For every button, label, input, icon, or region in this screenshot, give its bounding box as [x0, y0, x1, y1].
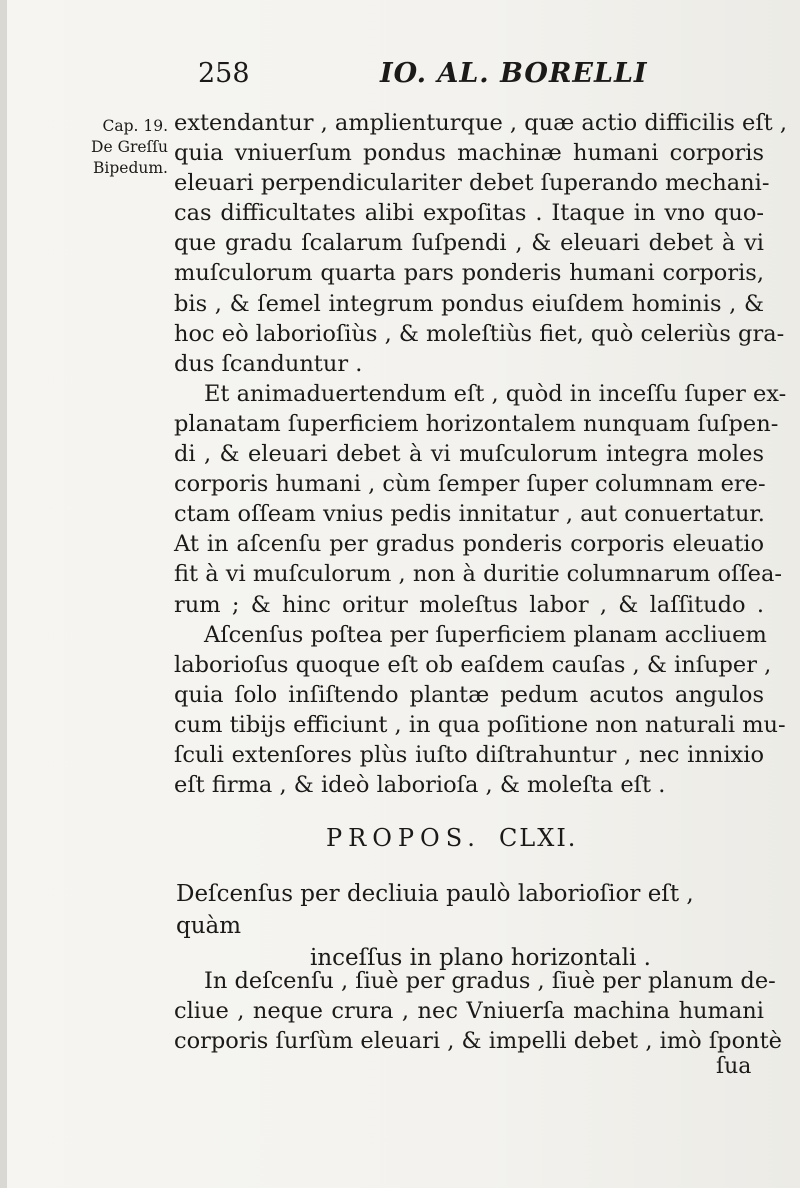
running-title: IO. AL. BORELLI [380, 58, 648, 89]
margin-note-line: De Greſſu [91, 138, 168, 156]
text-line: cas difficultates alibi expoſitas . Itaque in vno quo- [174, 200, 764, 227]
body-text-2 [174, 966, 782, 1056]
text-line: di , & eleuari debet à vi muſculorum integra moles [174, 441, 764, 468]
proposition-enunciation [176, 878, 746, 974]
proposition-number: CLXI. [498, 824, 578, 852]
text-line: extendantur , amplienturque , quæ actio difficilis eſt , [174, 110, 788, 136]
page-number: 258 [198, 58, 250, 89]
text-line: cliue , neque crura , nec Vniuerſa machina humani [174, 998, 764, 1025]
proposition-label: PROPOS. [326, 824, 481, 852]
text-line: eſt firma , & ideò laborioſa , & moleſta eſt . [174, 772, 666, 799]
proposition-heading [326, 824, 626, 852]
body-text [174, 108, 788, 800]
text-line: quia ſolo inſiſtendo plantæ pedum acutos angulos [174, 681, 764, 708]
text-line: ctam oſſeam vnius pedis innitatur , aut conuertatur. [174, 501, 765, 528]
margin-note-line: Cap. 19. [102, 117, 168, 135]
text-line: que gradu ſcalarum ſuſpendi , & eleuari debet à vi [174, 230, 764, 257]
text-line: In deſcenſu , ſiuè per gradus , ſiuè per planum de- [204, 968, 776, 994]
text-line: eleuari perpendiculariter debet ſuperando mechani- [174, 170, 770, 197]
text-line: dus ſcanduntur . [174, 350, 363, 377]
text-line: At in aſcenſu per gradus ponderis corporis eleuatio [174, 531, 764, 558]
text-line: hoc eò laborioſiùs , & moleſtiùs fiet, quò celeriùs gra- [174, 320, 785, 347]
text-line: cum tibijs efficiunt , in qua poſitione non naturali mu- [174, 711, 786, 738]
text-line: Et animaduertendum eſt , quòd in inceſſu ſuper ex- [204, 380, 787, 407]
text-line: fit à vi muſculorum , non à duritie columnarum oſſea- [174, 561, 782, 588]
page-gutter [0, 0, 7, 1188]
running-head [190, 58, 650, 98]
text-line: quia vniuerſum pondus machinæ humani corporis [174, 140, 764, 167]
margin-note-line: Bipedum. [93, 159, 168, 177]
text-line: planatam ſuperficiem horizontalem nunquam ſuſpen- [174, 410, 779, 437]
text-line: bis , & ſemel integrum pondus eiuſdem hominis , & [174, 290, 764, 317]
text-line: ſculi extenſores plùs iuſto diſtrahuntur , nec innixio [174, 741, 764, 768]
enunciation-line: Deſcenſus per decliuia paulò laborioſior eſt , quàm [176, 881, 694, 939]
enunciation-line: inceſſus in plano horizontali . [310, 945, 651, 971]
text-line: laborioſus quoque eſt ob eaſdem cauſas , & inſuper , [174, 651, 772, 678]
text-line: rum ; & hinc oritur moleſtus labor , & laſſitudo . [174, 591, 764, 618]
text-line: Aſcenſus poſtea per ſuperficiem planam accliuem [204, 621, 767, 648]
catchword: ſua [716, 1054, 752, 1079]
text-line: corporis ſurſùm eleuari , & impelli debet , imò ſpontè [174, 1028, 782, 1055]
margin-note [68, 116, 168, 179]
text-line: corporis humani , cùm ſemper ſuper columnam ere- [174, 471, 766, 498]
text-line: muſculorum quarta pars ponderis humani corporis, [174, 260, 764, 287]
